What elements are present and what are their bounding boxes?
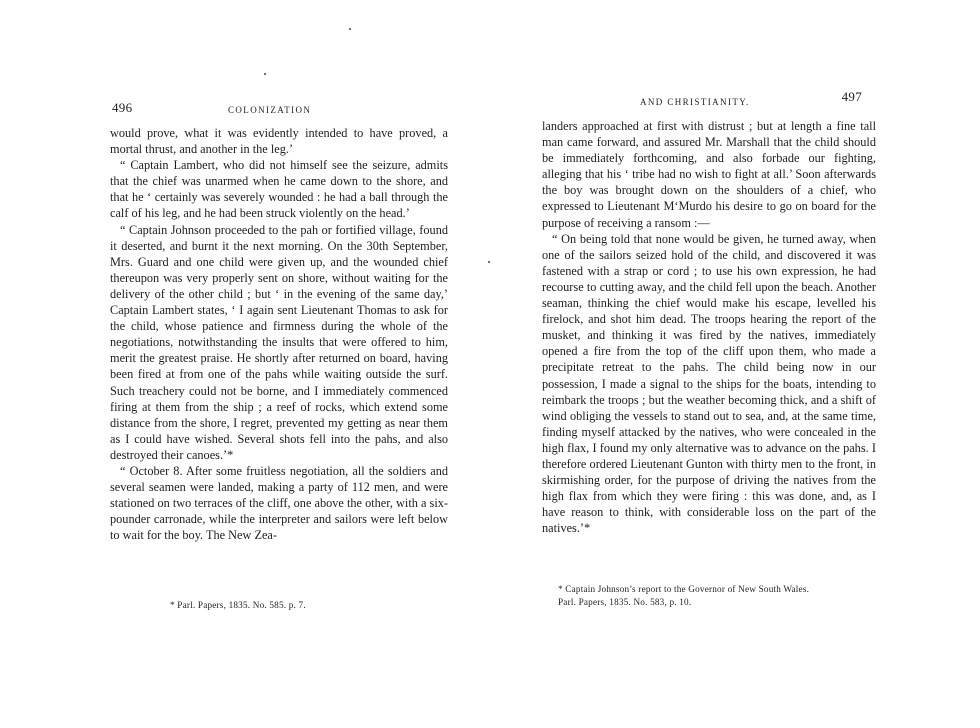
paragraph: “ Captain Johnson proceeded to the pah or fortified village, found it deserted, and burnt it the next morning. On the 30th September, Mrs. Guard and one child were given up, and the wounded chief thereupon was very properly sent on shore, without waiting for the delivery of the other child ; but ‘ in the evening of the same day,’ Captain Lambert states, ‘ I again sent Lieutenant Thomas to ask for the child, whose patience and firmness during the whole of the negotiations, notwithstanding the insults that were offered to him, merit the greatest praise. He shortly after returned on board, having been fired at from one of the pahs while waiting outside the surf. Such treachery could not be borne, and I immediately commenced firing at them from the ship ; a reef of rocks, which extend some distance from the shore, I regret, prevented my getting as near them as I could have wished. Several shots fell into the pahs, and also destroyed their canoes.’*: [110, 222, 448, 462]
page-number: 497: [841, 89, 862, 104]
footnote: [558, 583, 888, 609]
paragraph: landers approached at first with distrust ; but at length a fine tall man came forward, and assured Mr. Marshall that the child should be immediately forthcoming, and also forbade our fighting, alleging that his ‘ tribe had no wish to fight at all.’ Soon afterwards the boy was brought down on the shoulders of a chief, who expressed to Lieutenant M‘Murdo his desire to go on board for the purpose of receiving a ransom :—: [542, 119, 876, 230]
left-page-header: [100, 100, 448, 120]
scan-speck: [488, 261, 490, 263]
scan-speck: [349, 28, 351, 30]
running-title: COLONIZATION: [228, 105, 312, 115]
paragraph: would prove, what it was evidently intended to have proved, a mortal thrust, and another in the leg.’: [110, 126, 448, 157]
footnote-line: Parl. Papers, 1835. No. 583, p. 10.: [558, 597, 692, 607]
footnote-line: * Captain Johnson’s report to the Governor of New South Wales.: [558, 584, 810, 594]
left-page-body: [110, 125, 448, 543]
footnote: * Parl. Papers, 1835. No. 585. p. 7.: [170, 600, 306, 610]
right-page-header: [540, 89, 876, 112]
paragraph: “ On being told that none would be given, he turned away, when one of the sailors seized hold of the child, and discovered it was fastened with a strap or cord ; to use his own expression, he had recourse to cutting away, and the child fell upon the beach. Another seaman, thinking the chief would make his escape, levelled his firelock, and shot him dead. The troops hearing the report of the musket, and thinking it was fired by the natives, immediately opened a fire from the top of the cliff upon them, who made a precipitate retreat to the pahs. The child being now in our possession, I made a signal to the ships for the boats, intending to reimbark the troops ; but the weather becoming thick, and a shift of wind obliging the vessels to stand out to sea, and, at the same time, finding myself attacked by the natives, who were concealed in the high flax, I found my only alternative was to advance on the pahs. I therefore ordered Lieutenant Gunton with thirty men to the front, in skirmishing order, for the purpose of driving the natives from the high flax from which they were firing : this was done, and, as I have reason to think, with considerable loss on the part of the natives.’*: [542, 231, 876, 536]
right-page-body: [542, 118, 876, 536]
scan-speck: [264, 73, 266, 75]
running-title: AND CHRISTIANITY.: [640, 97, 750, 107]
paragraph: “ Captain Lambert, who did not himself see the seizure, admits that the chief was unarmed when he came down to the shore, and that he ‘ certainly was severely wounded : he had a ball through the calf of his leg, and he had been struck violently on the head.’: [110, 158, 448, 221]
paragraph: “ October 8. After some fruitless negotiation, all the soldiers and several seamen were landed, making a party of 112 men, and were stationed on two terraces of the cliff, one above the other, with a six-pounder carronade, while the interpreter and sailors were left below to wait for the boy. The New Zea-: [110, 463, 448, 543]
page-number: 496: [112, 100, 133, 115]
